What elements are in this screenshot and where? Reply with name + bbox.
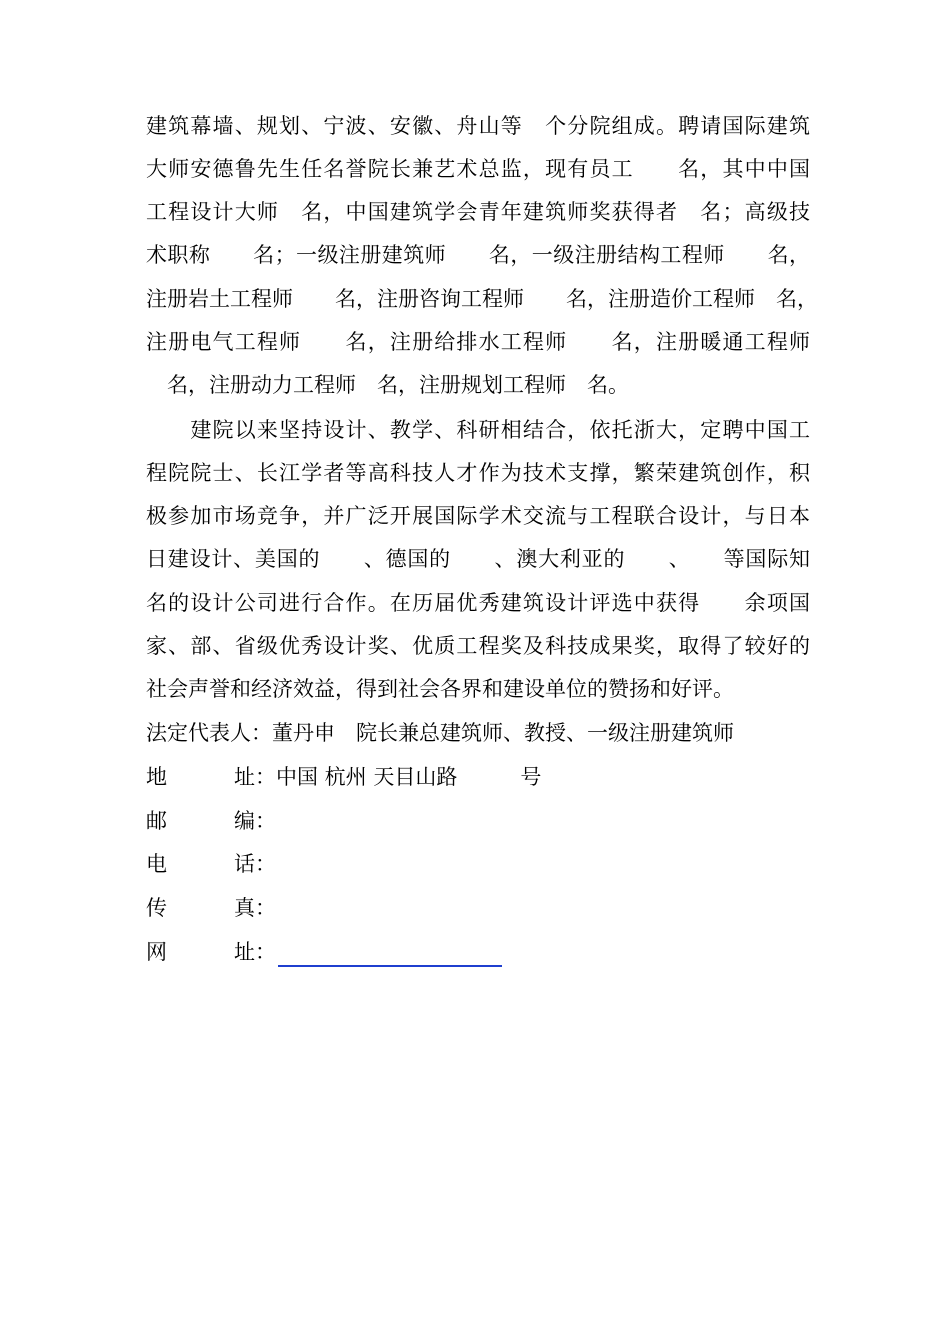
paragraph-2-line-3: 极参加市场竞争，并广泛开展国际学术交流与工程联合设计，与日本 (146, 504, 810, 528)
paragraph-2-line-1: 建院以来坚持设计、教学、科研相结合，依托浙大，定聘中国工 (146, 418, 810, 442)
address-label (146, 762, 276, 792)
phone-label (146, 849, 276, 879)
postcode-label-char: 邮 (146, 809, 167, 833)
paragraph-2-line-4: 日建设计、美国的 、德国的 、澳大利亚的 、 等国际知 (146, 547, 810, 571)
phone-label-suffix: 话： (234, 852, 276, 876)
legal-representative: 法定代表人：董丹申 院长兼总建筑师、教授、一级注册建筑师 (146, 721, 734, 745)
phone-row (146, 849, 810, 879)
paragraph-1-line-4: 术职称 名；一级注册建筑师 名，一级注册结构工程师 名， (146, 243, 810, 267)
paragraph-1-line-7: 名，注册动力工程师 名，注册规划工程师 名。 (146, 373, 629, 397)
postcode-label (146, 806, 276, 836)
paragraph-1-line-6: 注册电气工程师 名，注册给排水工程师 名，注册暖通工程师 (146, 330, 810, 354)
paragraph-1-line-1: 建筑幕墙、规划、宁波、安徽、舟山等 个分院组成。聘请国际建筑 (146, 114, 810, 138)
paragraph-1-line-2: 大师安德鲁先生任名誉院长兼艺术总监，现有员工 名，其中中国 (146, 157, 810, 181)
website-label-suffix: 址： (234, 940, 276, 964)
fax-label (146, 893, 276, 923)
paragraph-2-line-5: 名的设计公司进行合作。在历届优秀建筑设计评选中获得 余项国 (146, 591, 810, 615)
fax-row (146, 893, 810, 923)
paragraph-2-line-7: 社会声誉和经济效益，得到社会各界和建设单位的赞扬和好评。 (146, 677, 734, 701)
postcode-row (146, 806, 810, 836)
address-row (146, 762, 810, 792)
postcode-label-suffix: 编： (234, 809, 276, 833)
fax-label-suffix: 真： (234, 896, 276, 920)
paragraph-2-line-6: 家、部、省级优秀设计奖、优质工程奖及科技成果奖，取得了较好的 (146, 634, 810, 658)
paragraph-1-line-3: 工程设计大师 名，中国建筑学会青年建筑师奖获得者 名；高级技 (146, 200, 810, 224)
website-label-char: 网 (146, 940, 167, 964)
address-value: 中国 杭州 天目山路 号 (276, 765, 542, 789)
address-label-char: 地 (146, 765, 167, 789)
website-row (146, 937, 810, 967)
website-label (146, 937, 502, 967)
address-label-suffix: 址： (234, 765, 276, 789)
phone-label-char: 电 (146, 852, 167, 876)
paragraph-1-line-5: 注册岩土工程师 名，注册咨询工程师 名，注册造价工程师 名， (146, 287, 818, 311)
website-link[interactable] (278, 965, 502, 967)
paragraph-2-line-2: 程院院士、长江学者等高科技人才作为技术支撑，繁荣建筑创作，积 (146, 461, 810, 485)
fax-label-char: 传 (146, 896, 167, 920)
